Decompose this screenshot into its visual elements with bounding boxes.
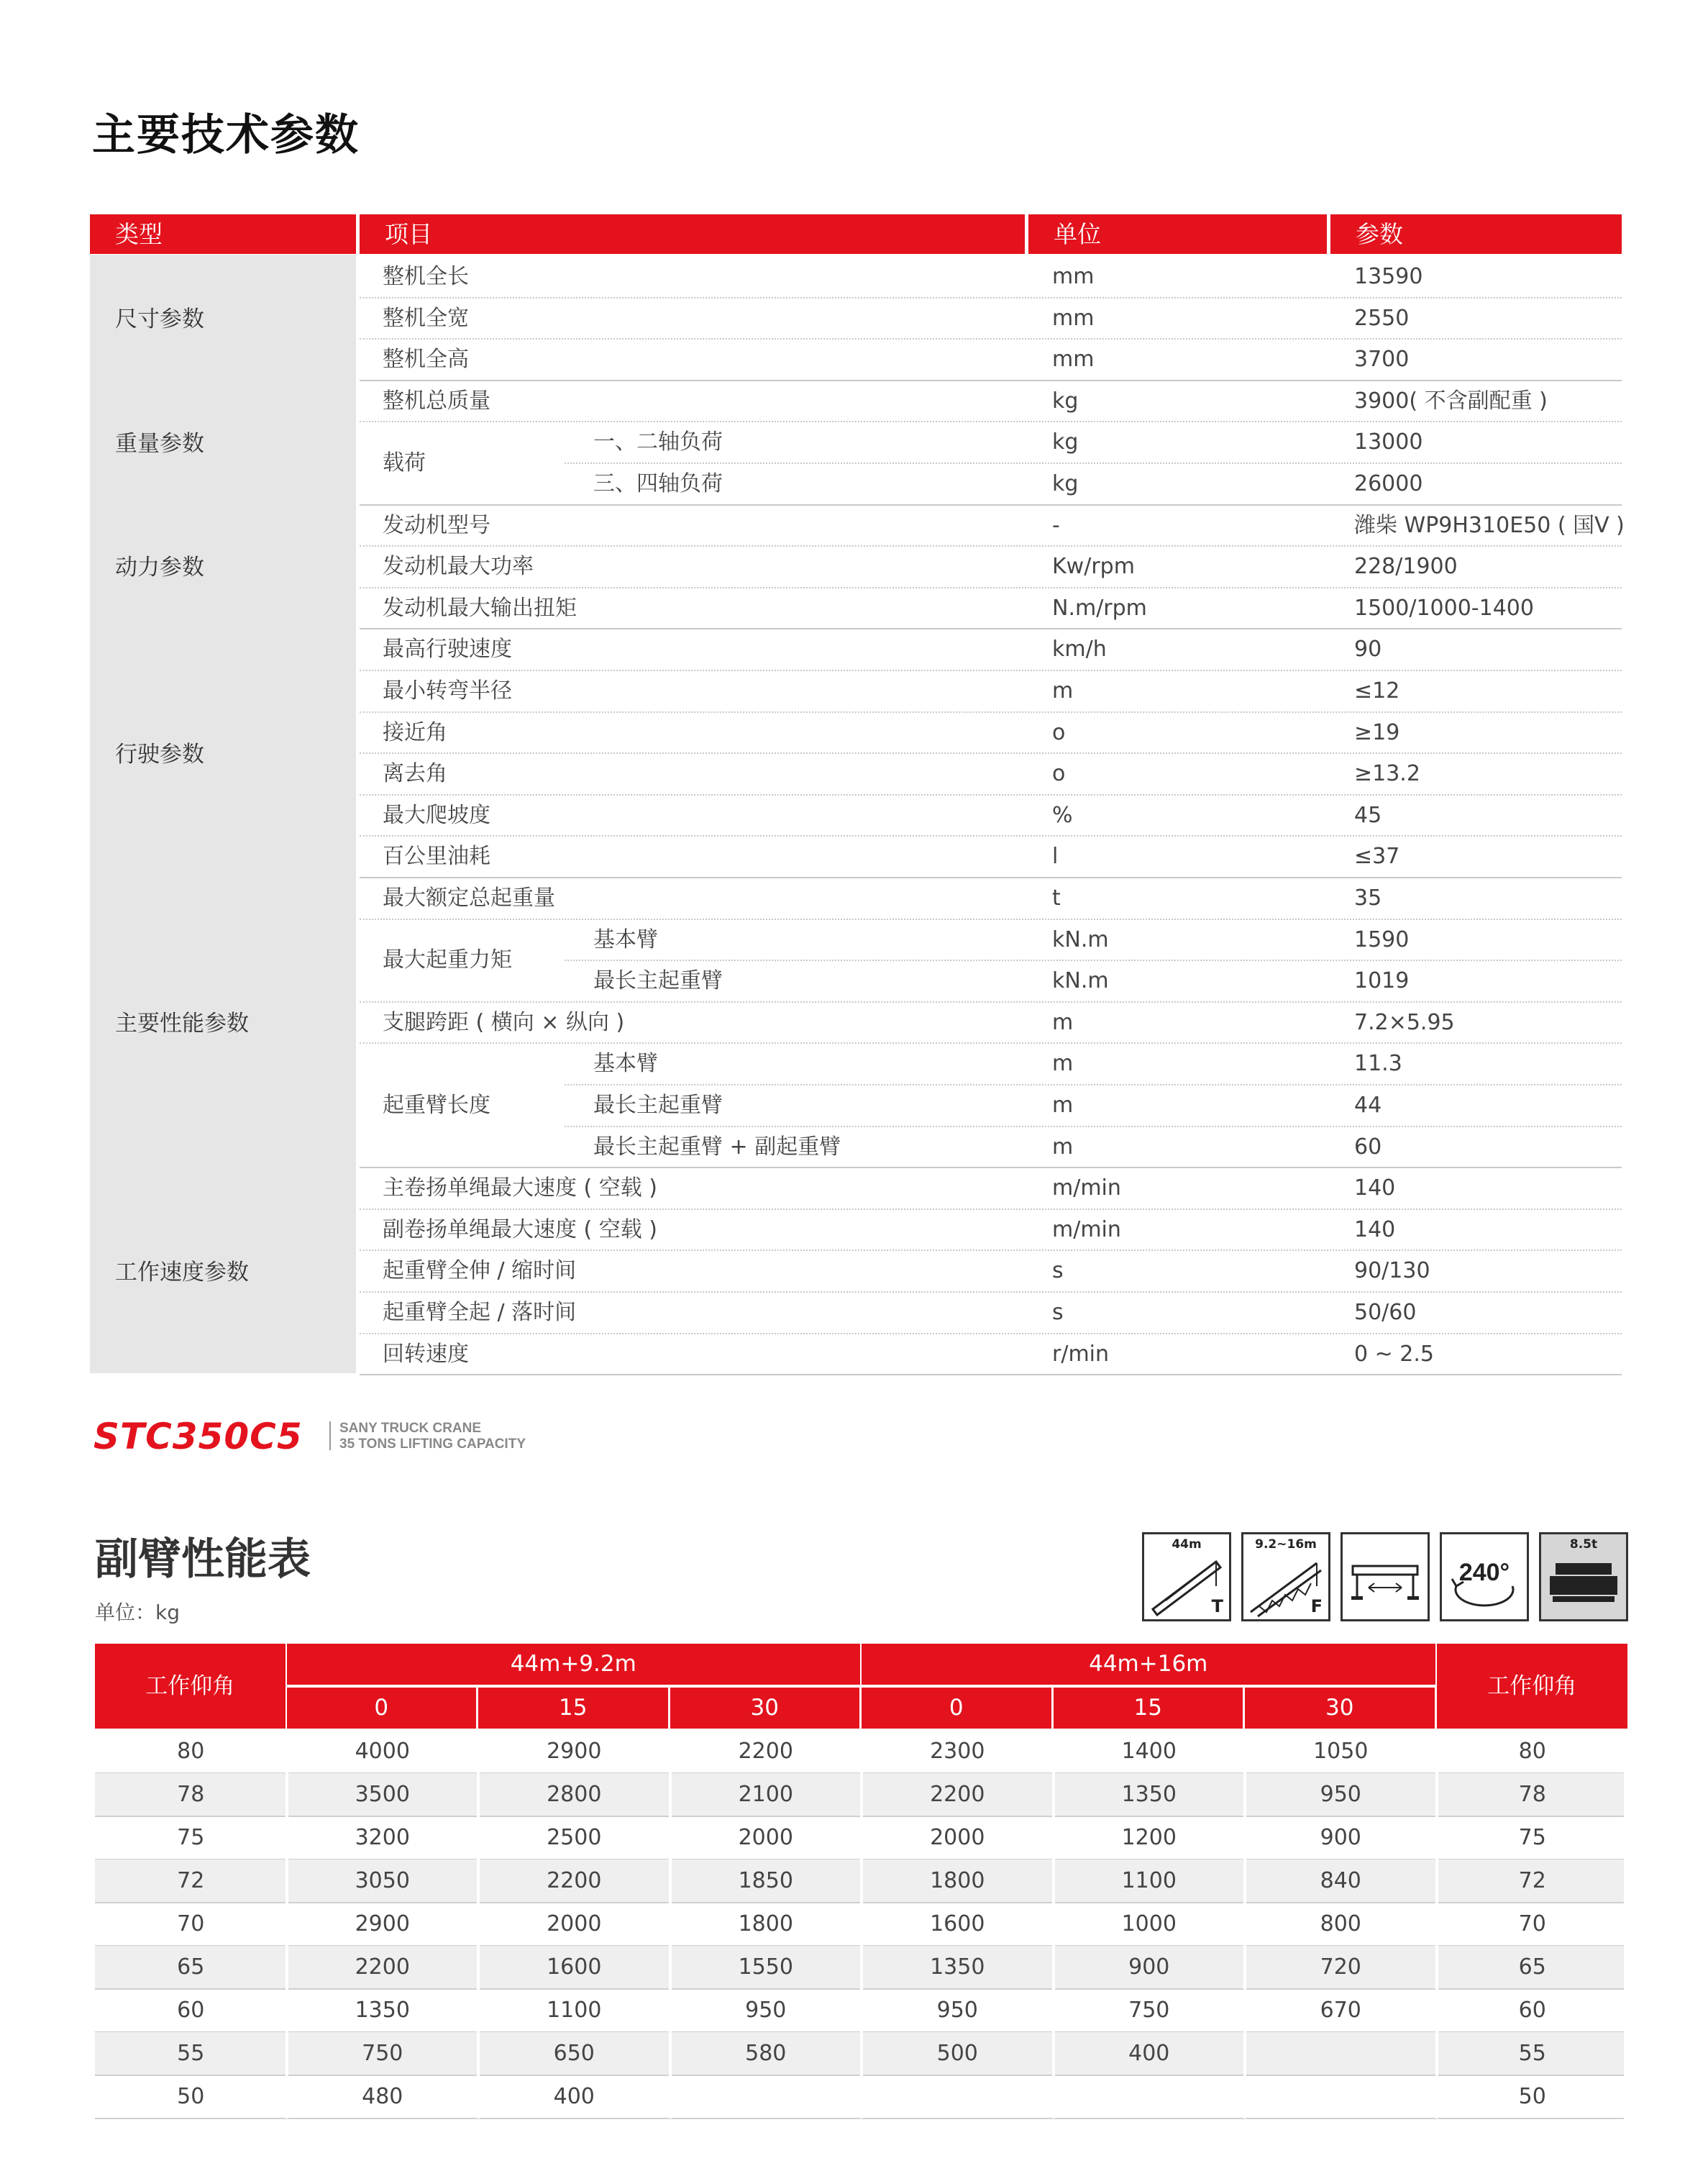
spec-unit: %: [1052, 802, 1073, 828]
perf-column-divider: [477, 1730, 480, 2118]
spec-unit: m: [1052, 1134, 1074, 1160]
perf-angle-cell: 50: [177, 2084, 205, 2109]
spec-unit: N.m/rpm: [1052, 595, 1147, 621]
brand-tagline: [339, 1421, 526, 1452]
perf-load-cell: 1350: [1121, 1782, 1177, 1807]
perf-load-cell: 800: [1320, 1911, 1361, 1936]
spec-value: ≥19: [1354, 719, 1400, 745]
perf-load-cell: 2000: [930, 1825, 985, 1850]
spec-item: 副卷扬单绳最大速度 ( 空载 ): [383, 1216, 658, 1242]
perf-title: 副臂性能表: [95, 1534, 311, 1585]
spec-unit: m: [1052, 1009, 1074, 1035]
spec-value: 140: [1354, 1216, 1396, 1242]
spec-item: 主卷扬单绳最大速度 ( 空载 ): [383, 1175, 658, 1201]
perf-load-cell: 2500: [547, 1825, 602, 1850]
perf-load-cell: 2800: [547, 1782, 602, 1807]
perf-load-cell: [670, 2075, 862, 2118]
spec-item: 最大额定总起重量: [383, 886, 555, 911]
spec-row-divider: [360, 338, 1622, 340]
perf-load-cell: 500: [936, 2041, 978, 2066]
spec-value: 50/60: [1354, 1300, 1417, 1325]
spec-value: 3700: [1354, 347, 1410, 373]
brand-line-1: SANY TRUCK CRANE: [339, 1421, 482, 1436]
outrigger-icon: [1341, 1532, 1430, 1621]
perf-load-cell: 1600: [547, 1954, 602, 1980]
spec-row-divider: [565, 1084, 1622, 1085]
boom-telescopic-icon: [1142, 1532, 1231, 1621]
perf-load-cell: 1050: [1313, 1739, 1369, 1764]
spec-item: 发动机最大功率: [383, 554, 534, 580]
perf-load-cell: 670: [1320, 1998, 1361, 2023]
spec-row-divider: [360, 919, 1622, 920]
perf-load-cell: 950: [1320, 1782, 1361, 1807]
spec-item: 最小转弯半径: [383, 678, 512, 704]
perf-angle-cell: 65: [177, 1954, 205, 1980]
spec-group-label: 行驶参数: [90, 627, 356, 876]
spec-sub-item: 一、二轴负荷: [593, 429, 723, 455]
spec-item: 最大起重力矩: [383, 947, 512, 973]
spec-sub-item: 最长主起重臂 + 副起重臂: [593, 1134, 841, 1160]
slewing-240-icon: [1440, 1532, 1529, 1621]
perf-load-cell: 900: [1128, 1954, 1170, 1980]
spec-row-divider: [360, 794, 1622, 796]
perf-load-cell: 2000: [547, 1911, 602, 1936]
spec-item: 整机全长: [383, 264, 469, 289]
spec-value: 35: [1354, 886, 1382, 911]
spec-unit: mm: [1052, 305, 1095, 331]
spec-unit: o: [1052, 761, 1066, 787]
perf-load-cell: 950: [745, 1998, 787, 2023]
perf-load-cell: 720: [1320, 1954, 1361, 1980]
spec-row-divider: [360, 297, 1622, 299]
perf-load-cell: 580: [745, 2041, 787, 2066]
spec-sub-item: 基本臂: [593, 1051, 658, 1077]
perf-load-cell: 2200: [547, 1868, 602, 1893]
perf-header-group-2: 44m+16m: [862, 1644, 1435, 1685]
spec-sub-item: 最长主起重臂: [593, 1093, 723, 1118]
perf-load-cell: 1350: [355, 1998, 410, 2023]
spec-value: 0 ~ 2.5: [1354, 1341, 1435, 1367]
icon-corner: T: [1211, 1596, 1223, 1616]
spec-item: 离去角: [383, 761, 447, 787]
perf-column-divider: [286, 1730, 288, 2118]
perf-angle-cell: 60: [1518, 1998, 1546, 2023]
spec-item: 起重臂长度: [383, 1093, 490, 1118]
spec-unit: s: [1052, 1300, 1064, 1325]
spec-row-divider: [360, 711, 1622, 713]
spec-item: 整机全高: [383, 347, 469, 373]
perf-load-cell: [862, 2075, 1054, 2118]
counterweight-icon: [1539, 1532, 1628, 1621]
perf-load-cell: 2200: [738, 1739, 793, 1764]
perf-load-cell: 1400: [1121, 1739, 1177, 1764]
spec-value: 2550: [1354, 305, 1410, 331]
perf-load-cell: 3500: [355, 1782, 410, 1807]
spec-row-divider: [360, 670, 1622, 671]
perf-column-divider: [1052, 1730, 1055, 2118]
spec-sub-item: 三、四轴负荷: [593, 471, 723, 496]
spec-unit: kN.m: [1052, 927, 1109, 952]
perf-load-cell: 2200: [930, 1782, 985, 1807]
spec-item: 发动机型号: [383, 512, 490, 538]
spec-value: 90: [1354, 637, 1382, 663]
perf-angle-cell: 50: [1518, 2084, 1546, 2109]
spec-unit: r/min: [1052, 1341, 1110, 1367]
spec-value: 1019: [1354, 968, 1410, 994]
header-unit: 单位: [1028, 214, 1327, 254]
perf-load-cell: 2900: [355, 1911, 410, 1936]
perf-load-cell: 480: [362, 2084, 403, 2109]
spec-item: 起重臂全起 / 落时间: [383, 1300, 577, 1325]
perf-load-cell: [1245, 2075, 1437, 2118]
brand-line-2: 35 TONS LIFTING CAPACITY: [339, 1437, 526, 1452]
spec-unit: m/min: [1052, 1216, 1121, 1242]
spec-item: 回转速度: [383, 1341, 469, 1367]
perf-load-cell: 400: [553, 2084, 595, 2109]
header-type: 类型: [90, 214, 356, 254]
jib-fixed-icon: [1241, 1532, 1330, 1621]
spec-unit: -: [1052, 512, 1060, 538]
spec-item: 起重臂全伸 / 缩时间: [383, 1258, 577, 1284]
spec-unit: mm: [1052, 264, 1095, 289]
spec-value: ≤37: [1354, 844, 1400, 870]
spec-item: 发动机最大输出扭矩: [383, 595, 577, 621]
spec-row-divider: [360, 1042, 1622, 1044]
perf-angle-cell: 72: [177, 1868, 205, 1893]
perf-load-cell: 1800: [738, 1911, 793, 1936]
spec-sub-item: 最长主起重臂: [593, 968, 723, 994]
spec-row-divider: [360, 421, 1622, 422]
icon-tag: 8.5t: [1569, 1537, 1598, 1552]
perf-unit: 单位：kg: [95, 1601, 180, 1624]
perf-load-cell: 1600: [930, 1911, 985, 1936]
spec-unit: o: [1052, 719, 1066, 745]
perf-load-cell: 1200: [1121, 1825, 1177, 1850]
spec-value: ≤12: [1354, 678, 1400, 704]
spec-row-divider: [360, 835, 1622, 837]
spec-value: 3900( 不含副配重 ): [1354, 388, 1548, 414]
perf-column-divider: [1243, 1730, 1246, 2118]
spec-item: 接近角: [383, 719, 447, 745]
spec-item: 最高行驶速度: [383, 637, 512, 663]
perf-angle-cell: 70: [177, 1911, 205, 1936]
perf-angle-cell: 80: [177, 1739, 205, 1764]
perf-angle-cell: 55: [1518, 2041, 1546, 2066]
perf-header-angle-left: 工作仰角: [95, 1644, 286, 1729]
spec-unit: kN.m: [1052, 968, 1109, 994]
spec-item: 载荷: [383, 450, 426, 476]
perf-angle-cell: 75: [1518, 1825, 1546, 1850]
perf-load-cell: 1100: [547, 1998, 602, 2023]
spec-value: 140: [1354, 1175, 1396, 1201]
icon-corner: F: [1310, 1596, 1323, 1616]
spec-row-divider: [565, 463, 1622, 464]
perf-header-offset: 30: [1245, 1688, 1435, 1729]
perf-column-divider: [860, 1730, 863, 2118]
icon-tag: 9.2~16m: [1255, 1537, 1317, 1552]
spec-value: 1500/1000-1400: [1354, 595, 1534, 621]
perf-load-cell: 1000: [1121, 1911, 1177, 1936]
spec-group-label: 动力参数: [90, 504, 356, 628]
perf-load-cell: 2100: [738, 1782, 793, 1807]
perf-angle-cell: 72: [1518, 1868, 1546, 1893]
spec-unit: s: [1052, 1258, 1064, 1284]
spec-group-label: 工作速度参数: [90, 1166, 356, 1373]
perf-load-cell: 840: [1320, 1868, 1361, 1893]
perf-load-cell: 650: [553, 2041, 595, 2066]
spec-item: 最大爬坡度: [383, 802, 490, 828]
perf-load-cell: 1350: [930, 1954, 985, 1980]
spec-value: ≥13.2: [1354, 761, 1420, 787]
spec-group-label: 尺寸参数: [90, 255, 356, 379]
spec-value: 11.3: [1354, 1051, 1402, 1077]
perf-load-cell: 2900: [547, 1739, 602, 1764]
perf-header-offset: 15: [1054, 1688, 1243, 1729]
perf-angle-cell: 78: [177, 1782, 205, 1807]
spec-value: 潍柴 WP9H310E50 ( 国Ⅴ ): [1354, 512, 1625, 538]
spec-unit: Kw/rpm: [1052, 554, 1135, 580]
perf-header-offset: 0: [862, 1688, 1051, 1729]
header-item: 项目: [360, 214, 1025, 254]
perf-row-divider: [95, 2118, 1624, 2119]
perf-load-cell: [1054, 2075, 1246, 2118]
spec-value: 7.2×5.95: [1354, 1009, 1455, 1035]
spec-value: 1590: [1354, 927, 1410, 952]
perf-load-cell: 950: [936, 1998, 978, 2023]
perf-load-cell: 2000: [738, 1825, 793, 1850]
perf-load-cell: 750: [1128, 1998, 1170, 2023]
spec-unit: mm: [1052, 347, 1095, 373]
perf-angle-cell: 65: [1518, 1954, 1546, 1980]
perf-header-angle-right: 工作仰角: [1437, 1644, 1628, 1729]
spec-group-label: 主要性能参数: [90, 876, 356, 1166]
perf-angle-cell: 80: [1518, 1739, 1546, 1764]
spec-item: 整机总质量: [383, 388, 490, 414]
slewing-angle: 240°: [1458, 1559, 1510, 1586]
spec-item: 整机全宽: [383, 305, 469, 331]
perf-load-cell: 900: [1320, 1825, 1361, 1850]
spec-value: 26000: [1354, 471, 1423, 496]
spec-unit: kg: [1052, 429, 1079, 455]
spec-value: 45: [1354, 802, 1382, 828]
perf-load-cell: 4000: [355, 1739, 410, 1764]
perf-header-offset: 15: [478, 1688, 668, 1729]
perf-load-cell: 3200: [355, 1825, 410, 1850]
perf-angle-cell: 60: [177, 1998, 205, 2023]
spec-value: 228/1900: [1354, 554, 1458, 580]
spec-sub-item: 基本臂: [593, 927, 658, 952]
spec-unit: m: [1052, 1051, 1074, 1077]
perf-header-offset: 0: [287, 1688, 477, 1729]
perf-load-cell: 750: [362, 2041, 403, 2066]
spec-unit: m: [1052, 1093, 1074, 1118]
spec-unit: m/min: [1052, 1175, 1121, 1201]
perf-header-offset: 30: [670, 1688, 860, 1729]
perf-angle-cell: 70: [1518, 1911, 1546, 1936]
perf-load-cell: 1550: [738, 1954, 793, 1980]
spec-unit: l: [1052, 844, 1059, 870]
spec-value: 44: [1354, 1093, 1382, 1118]
spec-unit: m: [1052, 678, 1074, 704]
perf-angle-cell: 78: [1518, 1782, 1546, 1807]
perf-load-cell: 2200: [355, 1954, 410, 1980]
spec-value: 90/130: [1354, 1258, 1430, 1284]
spec-row-divider: [360, 752, 1622, 754]
perf-load-cell: 1800: [930, 1868, 985, 1893]
icon-tag: 44m: [1172, 1537, 1202, 1552]
perf-load-cell: 400: [1128, 2041, 1170, 2066]
spec-unit: kg: [1052, 388, 1079, 414]
spec-group-label: 重量参数: [90, 379, 356, 504]
perf-load-cell: 2300: [930, 1739, 985, 1764]
spec-item: 支腿跨距 ( 横向 × 纵向 ): [383, 1009, 625, 1035]
spec-unit: km/h: [1052, 637, 1107, 663]
perf-load-cell: [1245, 2032, 1437, 2075]
spec-row-divider: [360, 628, 1622, 629]
perf-load-cell: 1100: [1121, 1868, 1177, 1893]
spec-value: 13590: [1354, 264, 1423, 289]
perf-angle-cell: 55: [177, 2041, 205, 2066]
spec-item: 百公里油耗: [383, 844, 490, 870]
page-title: 主要技术参数: [92, 110, 360, 160]
perf-load-cell: 3050: [355, 1868, 410, 1893]
perf-column-divider: [669, 1730, 672, 2118]
perf-angle-cell: 75: [177, 1825, 205, 1850]
spec-value: 60: [1354, 1134, 1382, 1160]
perf-header-group-1: 44m+9.2m: [287, 1644, 861, 1685]
brand-model: STC350C5: [93, 1416, 303, 1457]
perf-column-divider: [1435, 1730, 1438, 2118]
brand-divider: [329, 1421, 331, 1450]
perf-load-cell: 1850: [738, 1868, 793, 1893]
spec-row-divider: [360, 1374, 1622, 1375]
spec-value: 13000: [1354, 429, 1423, 455]
spec-unit: kg: [1052, 471, 1079, 496]
header-value: 参数: [1330, 214, 1622, 254]
spec-unit: t: [1052, 886, 1061, 911]
